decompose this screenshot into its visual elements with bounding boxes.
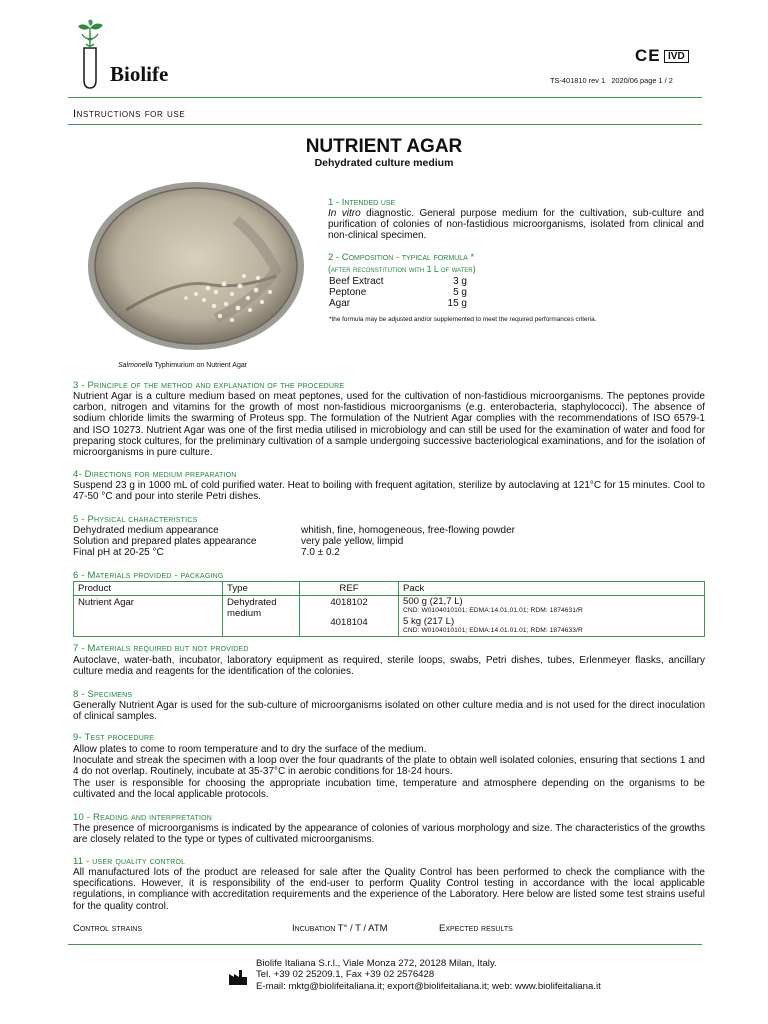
section-1-body: diagnostic. General purpose medium for the cultivation, sub-culture and purification of colonies of non-fastidious microorganisms, isolated from clinical and non-clinical specimen. <box>328 208 704 242</box>
qc-header-incubation: Incubation T° / T / ATM <box>292 923 388 934</box>
doc-ref: TS-401810 rev 1 <box>550 76 606 85</box>
image-caption <box>118 362 247 369</box>
section-1-title: 1 - Intended use <box>328 197 396 208</box>
biolife-logo <box>70 18 110 90</box>
footer-line-2: Tel. +39 02 25209.1, Fax +39 02 2576428 <box>256 969 435 981</box>
header-type: Type <box>223 582 300 596</box>
formula-item-2: Peptone <box>329 287 367 298</box>
page-title: NUTRIENT AGAR <box>305 136 463 157</box>
phys-value-1: whitish, fine, homogeneous, free-flowing powder <box>301 525 516 536</box>
section-6-title: 6 - Materials provided - packaging <box>73 570 224 581</box>
section-9-p2: Inoculate and streak the specimen with a loop over the four quadrants of the plate to obtain well isolated colonies, ensuring that sections 1 and 4 do not overlap. Routinely, incubate at 35-37°C in aerobic conditions for 18-24 hours. <box>73 755 705 778</box>
header-pack: Pack <box>399 582 705 596</box>
section-2-title: 2 - Composition - typical formula * <box>328 252 475 263</box>
page-subtitle: Dehydrated culture medium <box>314 157 454 169</box>
section-4-title: 4- Directions for medium preparation <box>73 469 237 480</box>
formula-note: *the formula may be adjusted and/or supplemented to meet the required performances criteria. <box>329 316 597 323</box>
phys-label-1: Dehydrated medium appearance <box>73 525 219 536</box>
phys-label-2: Solution and prepared plates appearance <box>73 536 257 547</box>
qc-header-strains: Control strains <box>73 923 143 934</box>
caption-rest: Typhimurium on Nutrient Agar <box>152 362 248 369</box>
cell-product: Nutrient Agar <box>74 596 223 637</box>
packaging-table <box>73 581 705 637</box>
section-9-p3: The user is responsible for choosing the appropriate incubation time, temperature and atmosphere depending on the organisms to be cultivated and the local applicable protocols. <box>73 777 705 800</box>
section-1-italic: In vitro <box>328 208 361 219</box>
section-9-text <box>73 744 705 800</box>
ivd-mark: IVD <box>664 50 689 63</box>
section-7-text: Autoclave, water-bath, incubator, laboratory equipment as required, sterile loops, swabs, Petri dishes, tubes, Erlenmeyer flasks, ancillary culture media and reagents for the identification of the colonies. <box>73 655 705 678</box>
pack-cnd-1: CND: W0104010101; EDMA:14.01.01.01; RDM: 1874631/R <box>403 607 583 614</box>
phys-value-3: 7.0 ± 0.2 <box>301 547 340 558</box>
cell-pack-2 <box>399 616 705 637</box>
header-ref: REF <box>300 582 399 596</box>
petri-dish-image <box>86 180 306 352</box>
footer-line-3: E-mail: mktg@biolifeitaliana.it; export@biolifeitaliana.it; web: www.biolifeitaliana.it <box>256 980 601 992</box>
formula-qty-1: 3 g <box>453 276 467 287</box>
section-4-text: Suspend 23 g in 1000 mL of cold purified water. Heat to boiling with frequent agitation, sterilize by autoclaving at 121°C for 15 minutes. Cool to 47-50 °C and pour into sterile Petri dishes. <box>73 480 705 503</box>
formula-item-1 <box>329 276 383 287</box>
section-9-p1: Allow plates to come to room temperature and to dry the surface of the medium. <box>73 744 427 755</box>
footer-address <box>256 958 601 992</box>
section-10-title: 10 - Reading and interpretation <box>73 812 212 823</box>
section-3-title: 3 - Principle of the method and explanation of the procedure <box>73 380 345 391</box>
date-page: 2020/06 page 1 / 2 <box>611 76 673 85</box>
section-3-text: Nutrient Agar is a culture medium based on meat peptones, used for the cultivation of non-fastidious microorganisms. The peptones provide carbon, nitrogen and vitamins for the growth of most non-fastidious microorganisms (e.g. enterobacteria, staphylococci). The absence of sodium chloride limits the swarming of Proteus spp. The formulation of the Nutrient Agar complies with the recommendations of ISO 6579-1 and ISO 10273. Nutrient Agar was one of the first media utilised in microbiology and can still be used for the examination of water and food for preparing stock cultures, for the preliminary cultivation of a sample undergoing successive bacteriological examinations, and for the isolation of microorganisms in pure culture. <box>73 391 705 459</box>
section-8-title: 8 - Specimens <box>73 689 133 700</box>
caption-italic: Salmonella <box>118 362 153 369</box>
footer-rule <box>68 944 702 945</box>
pack-cnd-2: CND: W0104010101; EDMA:14.01.01.01; RDM: 1874633/R <box>403 627 583 634</box>
formula-qty-2: 5 g <box>453 287 467 298</box>
formula-name: Beef Extract <box>329 276 384 287</box>
table-header-row <box>74 582 705 596</box>
phys-value-2: very pale yellow, limpid <box>301 536 404 547</box>
section-11-text: All manufactured lots of the product are released for sale after the Quality Control has been performed to check the compliance with the specifications. However, it is responsibility of the end-user to perform Quality Control testing in accordance with the local applicable regulations, in compliance with accreditation requirements and the experience of the Laboratory. Here below are listed some test strains useful for the quality control. <box>73 867 705 912</box>
brand-name: Biolife <box>110 62 169 86</box>
cell-ref-2: 4018104 <box>300 616 399 637</box>
pack-size-2: 5 kg (217 L) <box>403 616 455 627</box>
formula-qty-3: 15 g <box>447 298 467 309</box>
header-product: Product <box>74 582 223 596</box>
section-10-text: The presence of microorganisms is indicated by the appearance of colonies of various morphology and size. The characteristics of the growths are closely related to the type or types of cultivated microorganisms. <box>73 823 705 846</box>
header-rule <box>68 97 702 98</box>
section-7-title: 7 - Materials required but not provided <box>73 643 249 654</box>
qc-header-expected: Expected results <box>439 923 513 934</box>
section-1-text <box>328 208 704 242</box>
section-9-title: 9- Test procedure <box>73 732 155 743</box>
phys-label-3: Final pH at 20-25 °C <box>73 547 164 558</box>
cell-pack-1 <box>399 596 705 617</box>
ce-mark: CE <box>635 46 661 65</box>
document-reference <box>550 76 673 85</box>
instructions-label: Instructions for use <box>73 108 186 120</box>
section-11-title: 11 - user quality control <box>73 856 186 867</box>
section-8-text: Generally Nutrient Agar is used for the sub-culture of microorganisms isolated on other culture media and is not used for the direct inoculation of clinical samples. <box>73 700 705 723</box>
manufacturer-icon <box>228 968 248 991</box>
pack-size-1: 500 g (21,7 L) <box>403 596 463 607</box>
footer-line-1: Biolife Italiana S.r.l., Viale Monza 272, 20128 Milan, Italy. <box>256 958 497 969</box>
formula-item-3: Agar <box>329 298 351 309</box>
cell-ref-1: 4018102 <box>300 596 399 617</box>
section-5-title: 5 - Physical characteristics <box>73 514 198 525</box>
instructions-rule <box>68 124 702 125</box>
section-2-subtitle: (after reconstitution with 1 L of water) <box>328 264 476 274</box>
table-row <box>74 596 705 617</box>
cell-type: Dehydrated medium <box>223 596 300 637</box>
flask-logo-icon <box>70 18 110 90</box>
